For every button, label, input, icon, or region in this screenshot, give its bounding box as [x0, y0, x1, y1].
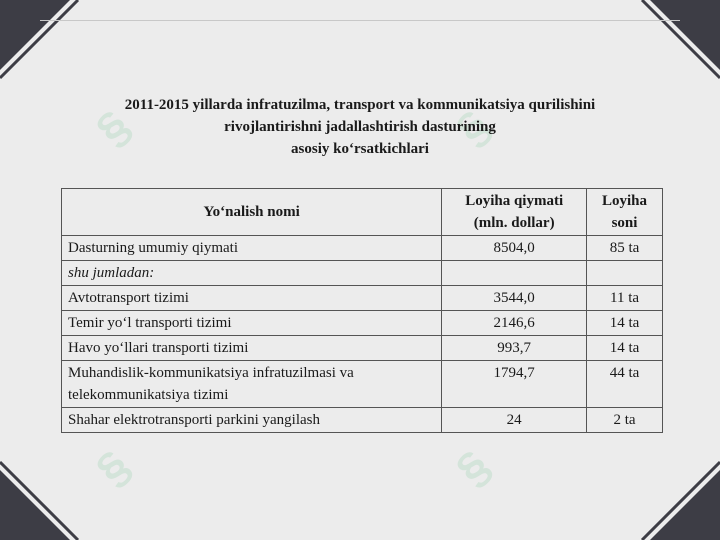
- table-row: [62, 236, 663, 261]
- table-header-row: [62, 189, 663, 236]
- row-cost: [442, 261, 587, 286]
- row-count: 2 ta: [587, 408, 663, 433]
- page-title: [40, 94, 680, 160]
- header-project-cost: Loyiha qiymati (mln. dollar): [442, 189, 587, 236]
- row-name: Dasturning umumiy qiymati: [62, 236, 442, 261]
- row-count: 14 ta: [587, 336, 663, 361]
- corner-decoration-bottom-left: [0, 460, 80, 540]
- row-cost: 1794,7: [442, 361, 587, 408]
- row-name: Shahar elektrotransporti parkini yangilash: [62, 408, 442, 433]
- table-row: [62, 361, 663, 408]
- table-row: [62, 286, 663, 311]
- table-row: [62, 311, 663, 336]
- row-cost: 2146,6: [442, 311, 587, 336]
- row-count: 11 ta: [587, 286, 663, 311]
- corner-decoration-bottom-right: [640, 460, 720, 540]
- table-row: [62, 261, 663, 286]
- row-cost: 993,7: [442, 336, 587, 361]
- indicators-table: [61, 188, 663, 433]
- row-count: 44 ta: [587, 361, 663, 408]
- row-name: Muhandislik-kommunikatsiya infratuzilmasi va telekommunikatsiya tizimi: [62, 361, 442, 408]
- row-name: shu jumladan:: [62, 261, 442, 286]
- table-row: [62, 408, 663, 433]
- watermark-logo: §: [445, 438, 502, 496]
- header-direction-name: Yo‘nalish nomi: [62, 189, 442, 236]
- row-cost: 3544,0: [442, 286, 587, 311]
- title-line-1: 2011-2015 yillarda infratuzilma, transport va kommunikatsiya qurilishini: [124, 97, 596, 113]
- row-count: 85 ta: [587, 236, 663, 261]
- watermark-logo: §: [445, 98, 502, 156]
- table-row: [62, 336, 663, 361]
- corner-decoration-top-right: [640, 0, 720, 80]
- row-count: [587, 261, 663, 286]
- watermark-logo: §: [85, 98, 142, 156]
- row-name: Havo yo‘llari transporti tizimi: [62, 336, 442, 361]
- corner-decoration-top-left: [0, 0, 80, 80]
- row-count: 14 ta: [587, 311, 663, 336]
- row-cost: 24: [442, 408, 587, 433]
- title-line-3: asosiy ko‘rsatkichlari: [291, 141, 429, 157]
- top-divider: [40, 20, 680, 21]
- watermark-logo: §: [85, 438, 142, 496]
- row-name: Avtotransport tizimi: [62, 286, 442, 311]
- row-cost: 8504,0: [442, 236, 587, 261]
- row-name: Temir yo‘l transporti tizimi: [62, 311, 442, 336]
- header-project-count: Loyiha soni: [587, 189, 663, 236]
- title-line-2: rivojlantirishni jadallashtirish dasturining: [224, 119, 496, 135]
